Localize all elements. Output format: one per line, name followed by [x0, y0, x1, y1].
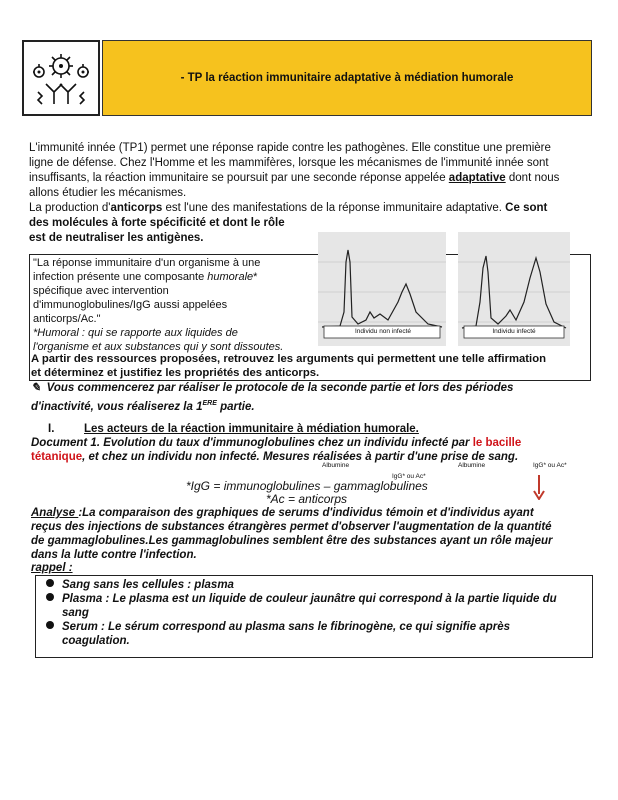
question-line: A partir des ressources proposées, retrouvez les arguments qui permettent une telle affirmation	[31, 353, 546, 365]
doc1-line	[31, 450, 591, 464]
pencil-icon: ✎	[31, 382, 41, 394]
quote-line: *Humoral : qui se rapporte aux liquides de	[33, 327, 238, 339]
intro-text: insuffisants, la réaction immunitaire se poursuit par une seconde réponse appelée	[29, 172, 449, 184]
analyse-line: dans la lutte contre l'infection.	[31, 549, 197, 561]
albumine-label-left: Albumine	[322, 462, 350, 469]
anticorps-keyword: anticorps	[110, 202, 163, 214]
quote-line	[33, 270, 333, 284]
intro-line	[29, 201, 599, 216]
instruction-sup: ERE	[202, 400, 217, 407]
analyse-line	[31, 506, 601, 520]
igg-definition: *IgG = immunoglobulines – gammaglobulines	[186, 479, 428, 493]
analyse-paragraph	[31, 506, 601, 562]
bullet-icon	[46, 621, 54, 629]
rappel-label: rappel :	[31, 562, 73, 574]
section-number: I.	[48, 423, 55, 435]
intro-line: L'immunité innée (TP1) permet une réponse rapide contre les pathogènes. Elle constitue une première	[29, 142, 551, 154]
list-item-text: Serum : Le sérum correspond au plasma sans le fibrinogène, ce qui signifie après	[62, 621, 510, 633]
graph-non-infected	[318, 232, 446, 346]
intro-text: La production d'	[29, 202, 111, 214]
ac-definition: *Ac = anticorps	[266, 492, 348, 506]
increase-arrow-icon	[533, 474, 545, 500]
quote-text-part: infection présente une composante	[33, 271, 208, 283]
rappel-list	[46, 578, 591, 648]
bullet-icon	[46, 593, 54, 601]
list-item-text: Plasma : Le plasma est un liquide de couleur jaunâtre qui correspond à la partie liquide du	[62, 593, 557, 605]
intro-line	[29, 171, 599, 186]
bullet-icon	[46, 579, 54, 587]
quote-text-part: *	[253, 271, 258, 283]
quote-line: anticorps/Ac."	[33, 313, 101, 325]
instruction-text: Vous commencerez par réaliser le protocole de la seconde partie et lors des périodes	[46, 382, 514, 394]
intro-line: des molécules à forte spécificité et dont le rôle	[29, 217, 285, 229]
list-item-text: Sang sans les cellules : plasma	[62, 579, 234, 591]
intro-text: Ce sont	[505, 202, 548, 214]
quote-line: spécifique avec intervention	[33, 285, 169, 297]
page-title: - TP la réaction immunitaire adaptative à médiation humorale	[180, 72, 514, 84]
instruction-text: partie.	[216, 400, 255, 413]
document-1-caption	[31, 436, 591, 464]
list-item	[46, 578, 591, 592]
adaptative-keyword: adaptative	[448, 172, 506, 184]
quote-line: d'immunoglobulines/IgG aussi appelées	[33, 299, 228, 311]
list-item-continuation: coagulation.	[62, 635, 130, 647]
intro-line: ligne de défense. Chez l'Homme et les mammifères, lorsque les mécanismes de l'immunité innée sont	[29, 157, 549, 169]
question-text	[31, 352, 593, 380]
intro-line: est de neutraliser les antigènes.	[29, 232, 204, 244]
analyse-line: de gammaglobulines.Les gammaglobulines semblent être des substances ayant un rôle majeur	[31, 535, 553, 547]
albumine-label-right: Albumine	[458, 462, 486, 469]
doc1-line	[31, 436, 591, 450]
analyse-line: reçus des injections de substances étrangères permet d'observer l'augmentation de la quantité	[31, 521, 552, 533]
title-banner	[102, 40, 592, 116]
graph-label-infected: Individu infecté	[492, 328, 536, 335]
intro-text: dont nous	[505, 172, 560, 184]
intro-line: allons étudier les mécanismes.	[29, 187, 187, 199]
tetanique-keyword: tétanique	[31, 451, 83, 463]
question-line: et déterminez et justifiez les propriétés des anticorps.	[31, 367, 320, 379]
doc1-text: , et chez un individu non infecté. Mesures réalisées à partir d'une prise de sang.	[82, 451, 519, 463]
logo	[22, 40, 100, 116]
instruction-text: d'inactivité, vous réaliserez la 1	[31, 400, 203, 413]
quote-line: "La réponse immunitaire d'un organisme à une	[33, 257, 261, 269]
section-title: Les acteurs de la réaction immunitaire à médiation humorale.	[84, 423, 419, 435]
intro-paragraph	[29, 141, 599, 246]
graph-infected	[458, 232, 570, 346]
list-item	[46, 620, 591, 634]
bacille-keyword: le bacille	[472, 437, 522, 449]
graph-label-non-infected: Individu non infecté	[354, 328, 411, 335]
instruction	[31, 381, 591, 415]
doc1-text: Document 1. Evolution du taux d'immunoglobulines chez un individu infecté par	[31, 437, 473, 449]
analyse-label: Analyse	[31, 507, 79, 519]
analyse-text: :La comparaison des graphiques de serums d'individus témoin et d'individus ayant	[78, 507, 534, 519]
list-item	[46, 592, 591, 606]
virus-antibody-icon	[24, 42, 98, 114]
instruction-line	[31, 381, 591, 396]
quote-line: l'organisme et aux substances qui y sont dissoutes.	[33, 341, 284, 353]
quote-text	[33, 256, 333, 354]
igg-label-right: IgG* ou Ac*	[533, 462, 567, 469]
igg-label-left: IgG* ou Ac*	[392, 473, 426, 480]
instruction-line	[31, 396, 591, 415]
humorale-keyword: humorale	[207, 271, 254, 283]
list-item-continuation: sang	[62, 607, 89, 619]
intro-text: est l'une des manifestations de la réponse immunitaire adaptative.	[162, 202, 506, 214]
